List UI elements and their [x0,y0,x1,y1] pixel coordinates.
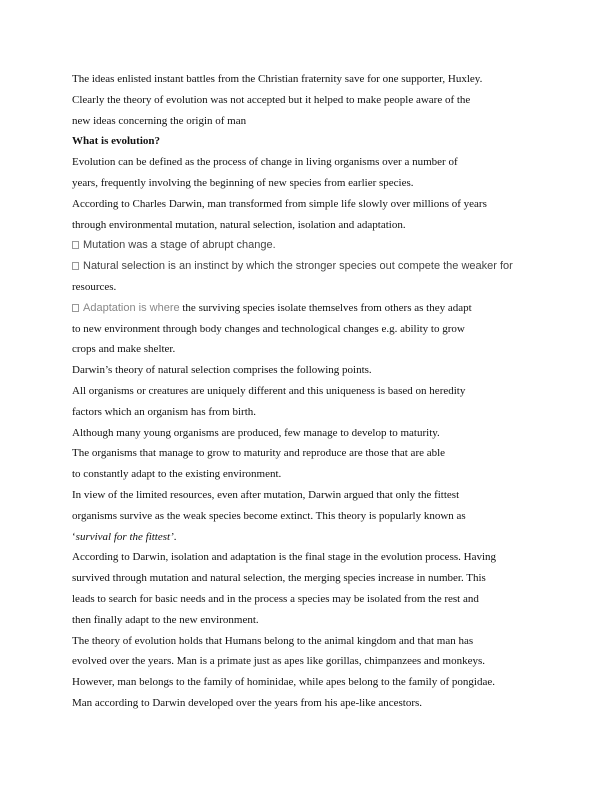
bullet-text: Mutation was a stage of abrupt change. [83,239,276,252]
text-line: According to Darwin, isolation and adaptation is the final stage in the evolution process. Having [72,551,497,564]
text-line: evolved over the years. Man is a primate just as apes like gorillas, chimpanzees and monkeys. [72,655,485,668]
text-line: new ideas concerning the origin of man [72,114,247,127]
bullet-box-icon [72,304,79,312]
text-line: leads to search for basic needs and in the process a species may be isolated from the rest and [72,592,479,605]
text-line: The theory of evolution holds that Humans belong to the animal kingdom and that man has [72,634,474,647]
text-line: Although many young organisms are produced, few manage to develop to maturity. [72,426,440,439]
section-heading: What is evolution? [72,135,161,148]
text-line: Clearly the theory of evolution was not accepted but it helped to make people aware of the [72,93,471,106]
quote-close: . [173,530,177,543]
text-line: to constantly adapt to the existing environment. [72,468,282,481]
quoted-phrase: survival for the fittest’ [75,530,174,543]
text-line: The ideas enlisted instant battles from the Christian fraternity save for one supporter, Huxley. [72,73,483,85]
text-line: The organisms that manage to grow to maturity and reproduce are those that are able [72,447,446,460]
text-line: organisms survive as the weak species become extinct. This theory is popularly known as [72,509,466,522]
text-line: resources. [72,280,117,293]
text-line: through environmental mutation, natural selection, isolation and adaptation. [72,218,406,231]
text-line: then finally adapt to the new environment. [72,613,259,626]
text-line: survived through mutation and natural selection, the merging species increase in number. This [72,572,486,585]
text-line: Darwin’s theory of natural selection comprises the following points. [72,364,372,377]
bullet-item [72,298,542,319]
text-line: In view of the limited resources, even after mutation, Darwin argued that only the fittest [72,488,460,501]
bullet-box-icon [72,241,79,249]
text-line: According to Charles Darwin, man transformed from simple life slowly over millions of years [72,197,487,210]
bullet-text-continued: the surviving species isolate themselves from others as they adapt [179,301,472,314]
document-page [72,69,542,714]
text-line: All organisms or creatures are uniquely different and this uniqueness is based on heredity [72,384,466,397]
text-line: factors which an organism has from birth. [72,405,257,418]
text-line: Evolution can be defined as the process of change in living organisms over a number of [72,156,458,169]
bullet-item [72,235,542,256]
bullet-text: Adaptation is where [83,301,180,314]
bullet-box-icon [72,262,79,270]
text-line: However, man belongs to the family of hominidae, while apes belong to the family of pongidae. [72,676,495,689]
bullet-text: Natural selection is an instinct by which the stronger species out compete the weaker for [83,260,513,273]
quote-line [72,527,542,548]
text-line: years, frequently involving the beginning of new species from earlier species. [72,176,414,189]
text-line: crops and make shelter. [72,343,176,356]
quote-open: ‘ [72,530,76,543]
text-line: Man according to Darwin developed over the years from his ape-like ancestors. [72,696,423,709]
text-line: to new environment through body changes and technological changes e.g. ability to grow [72,322,465,335]
bullet-item [72,256,542,277]
